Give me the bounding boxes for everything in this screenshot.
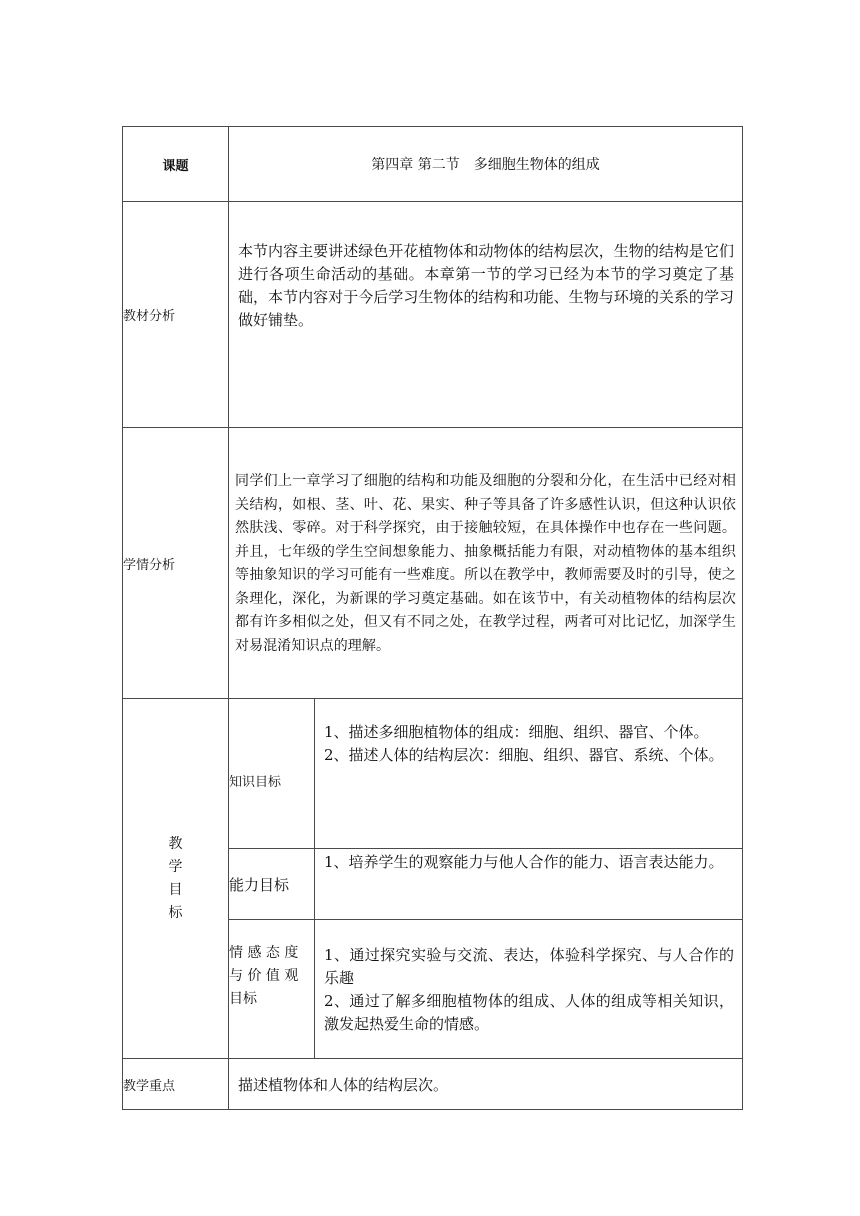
key-label: 教学重点	[123, 1059, 229, 1110]
knowledge-item: 1、描述多细胞植物体的组成：细胞、组织、器官、个体。	[324, 723, 709, 741]
student-row	[123, 428, 743, 699]
key-text: 描述植物体和人体的结构层次。	[229, 1059, 743, 1110]
title-label: 课题	[123, 127, 229, 202]
goals-label-char: 标	[168, 904, 183, 921]
knowledge-goals	[315, 721, 742, 767]
knowledge-item: 2、描述人体的结构层次：细胞、组织、器官、系统、个体。	[324, 746, 724, 764]
goals-label	[123, 699, 229, 1059]
emotion-label	[229, 920, 315, 1059]
textbook-label: 教材分析	[123, 202, 229, 428]
ability-item: 1、培养学生的观察能力与他人合作的能力、语言表达能力。	[324, 853, 724, 871]
emotion-item: 2、通过了解多细胞植物体的组成、人体的组成等相关知识，激发起热爱生命的情感。	[324, 992, 734, 1033]
knowledge-label: 知识目标	[229, 699, 315, 849]
ability-goals	[315, 851, 742, 874]
textbook-text: 本节内容主要讲述绿色开花植物体和动物体的结构层次，生物的结构是它们进行各项生命活动的基础。本章第一节的学习已经为本节的学习奠定了基础，本节内容对于今后学习生物体的结构和功能、生物与环境的关系的学习做好铺垫。	[238, 242, 734, 329]
title-row	[123, 127, 743, 202]
textbook-row	[123, 202, 743, 428]
lesson-plan-table	[122, 126, 743, 1110]
title-value: 第四章 第二节 多细胞生物体的组成	[229, 127, 743, 202]
emotion-label-line: 与 价 值 观	[229, 968, 299, 984]
ability-label: 能力目标	[229, 849, 315, 920]
knowledge-row	[123, 699, 743, 849]
key-row	[123, 1059, 743, 1110]
goals-label-char: 教	[168, 835, 183, 852]
emotion-goals	[315, 944, 742, 1036]
emotion-item: 1、通过探究实验与交流、表达，体验科学探究、与人合作的乐趣	[324, 946, 734, 987]
student-text: 同学们上一章学习了细胞的结构和功能及细胞的分裂和分化，在生活中已经对相关结构，如根、茎、叶、花、果实、种子等具备了许多感性认识，但这种认识依然肤浅、零碎。对于科学探究，由于接触较短，在具体操作中也存在一些问题。并且，七年级的学生空间想象能力、抽象概括能力有限，对动植物体的基本组织等抽象知识的学习可能有一些难度。所以在教学中，教师需要及时的引导，使之条理化，深化，为新课的学习奠定基础。如在该节中，有关动植物体的结构层次都有许多相似之处，但又有不同之处，在教学过程，两者可对比记忆，加深学生对易混淆知识点的理解。	[235, 473, 736, 654]
student-label: 学情分析	[123, 428, 229, 699]
emotion-label-line: 目标	[229, 991, 257, 1007]
emotion-label-line: 情 感 态 度	[229, 945, 299, 961]
goals-label-char: 目	[168, 881, 183, 898]
goals-label-char: 学	[168, 858, 183, 875]
